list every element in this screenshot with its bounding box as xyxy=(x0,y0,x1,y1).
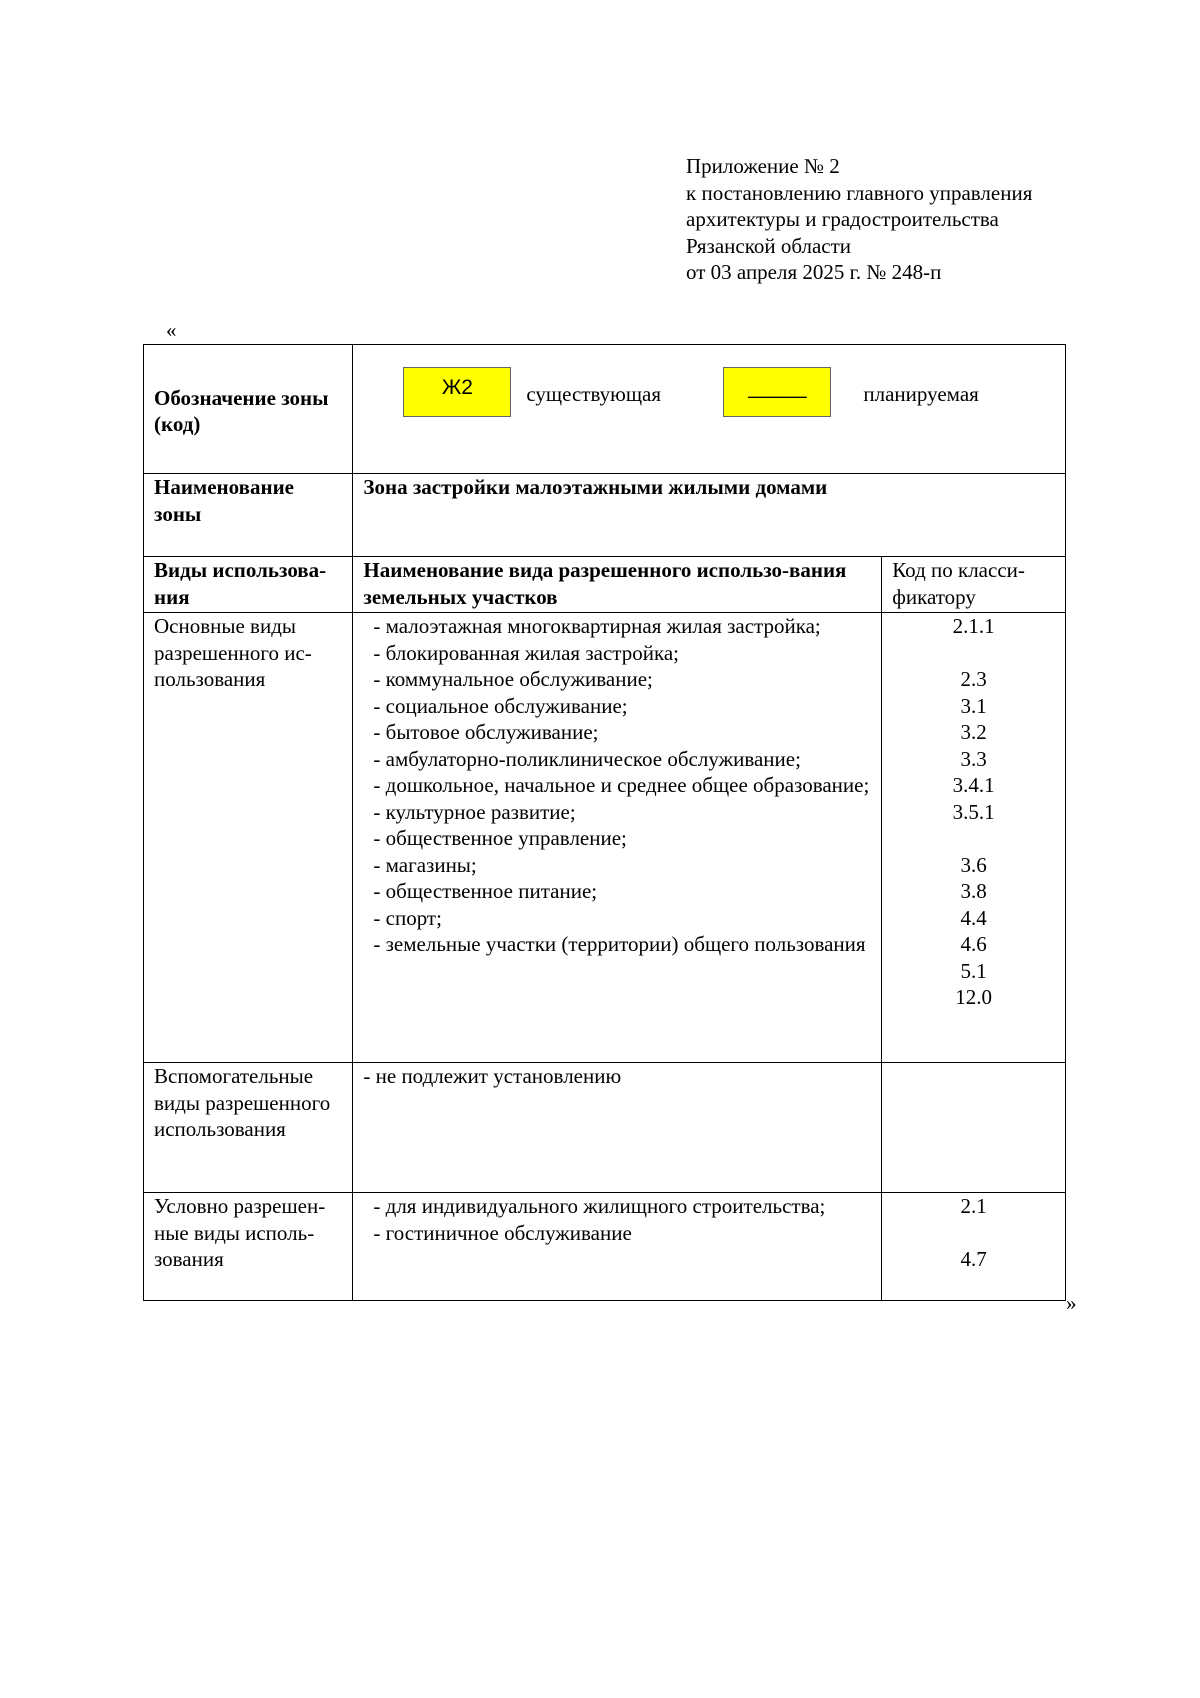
aux-uses-label: Вспомогательные виды разрешенного использования xyxy=(144,1063,353,1193)
existing-zone-swatch: Ж2 xyxy=(403,367,511,417)
list-item: - амбулаторно-поликлиническое обслуживание; xyxy=(373,746,801,771)
classifier-code: 3.4.1 xyxy=(952,773,995,797)
zone-code-label: Обозначение зоны (код) xyxy=(144,345,353,474)
code-spacer xyxy=(882,1220,1065,1247)
list-item: - гостиничное обслуживание xyxy=(373,1220,632,1245)
code-spacer xyxy=(882,825,1065,852)
list-item: - земельные участки (территории) общего пользования xyxy=(373,932,866,956)
zone-code-row xyxy=(144,345,1066,474)
aux-uses-code xyxy=(882,1063,1066,1193)
classifier-code: 3.5.1 xyxy=(952,799,995,824)
zone-legend xyxy=(363,345,1055,469)
classifier-code: 12.0 xyxy=(955,985,992,1009)
list-item: - коммунальное обслуживание; xyxy=(373,667,653,691)
list-item: - общественное питание; xyxy=(373,879,598,903)
header-line: Рязанской области xyxy=(686,233,852,258)
main-uses-codes xyxy=(882,613,1066,1063)
classifier-code: 4.6 xyxy=(960,932,987,956)
appendix-header xyxy=(686,153,1032,286)
conditional-uses-label: Условно разрешен-ные виды исполь-зования xyxy=(144,1193,353,1301)
header-line: архитектуры и градостроительства xyxy=(686,207,999,231)
col-header-name: Наименование вида разрешенного использо-вания земельных участков xyxy=(353,557,882,613)
list-item: - магазины; xyxy=(373,852,477,877)
header-line: Приложение № 2 xyxy=(686,154,840,178)
zone-name-row xyxy=(144,474,1066,557)
list-item: - спорт; xyxy=(373,905,442,930)
zone-table xyxy=(143,344,1066,1301)
main-uses-label: Основные виды разрешенного ис-пользования xyxy=(144,613,353,1063)
classifier-code: 3.1 xyxy=(960,693,987,718)
classifier-code: 4.4 xyxy=(960,905,987,930)
planned-zone-label: планируемая xyxy=(863,382,979,406)
aux-uses-row xyxy=(144,1063,1066,1193)
main-uses-row xyxy=(144,613,1066,1063)
classifier-code: 3.2 xyxy=(960,720,987,744)
conditional-uses-codes xyxy=(882,1193,1066,1301)
aux-uses-value: - не подлежит установлению xyxy=(353,1063,882,1193)
header-line: от 03 апреля 2025 г. № 248-п xyxy=(686,260,942,284)
main-uses-list xyxy=(363,613,871,958)
classifier-code: 2.1.1 xyxy=(952,614,995,638)
conditional-uses-list xyxy=(363,1193,871,1246)
classifier-code: 3.3 xyxy=(960,746,987,771)
header-line: к постановлению главного управления xyxy=(686,180,1033,205)
classifier-code: 2.1 xyxy=(960,1194,987,1218)
list-item: - бытовое обслуживание; xyxy=(373,720,599,744)
zone-name-label: Наименование зоны xyxy=(144,474,353,557)
classifier-code: 2.3 xyxy=(960,667,987,691)
main-uses-list-cell xyxy=(353,613,882,1063)
col-header-types: Виды использова-ния xyxy=(144,557,353,613)
classifier-code: 5.1 xyxy=(960,958,987,983)
closing-quote: » xyxy=(1066,1291,1077,1315)
list-item: - для индивидуального жилищного строительства; xyxy=(373,1194,826,1218)
classifier-code: 3.8 xyxy=(960,879,987,903)
list-item: - культурное развитие; xyxy=(373,799,576,824)
zone-legend-cell xyxy=(353,345,1066,474)
col-header-code: Код по класси-фикатору xyxy=(882,557,1066,613)
classifier-code: 4.7 xyxy=(960,1247,987,1271)
existing-zone-label: существующая xyxy=(526,382,661,406)
list-item: - общественное управление; xyxy=(373,826,627,850)
column-header-row xyxy=(144,557,1066,613)
zone-name-value: Зона застройки малоэтажными жилыми домами xyxy=(353,474,1066,557)
opening-quote: « xyxy=(166,318,177,342)
list-item: - дошкольное, начальное и среднее общее образование; xyxy=(373,773,870,797)
planned-zone-swatch: _____ xyxy=(723,367,831,417)
list-item: - малоэтажная многоквартирная жилая застройка; xyxy=(373,614,821,638)
code-spacer xyxy=(882,640,1065,667)
conditional-uses-list-cell xyxy=(353,1193,882,1301)
list-item: - блокированная жилая застройка; xyxy=(373,640,679,665)
conditional-uses-row xyxy=(144,1193,1066,1301)
classifier-code: 3.6 xyxy=(960,852,987,877)
list-item: - социальное обслуживание; xyxy=(373,693,628,718)
